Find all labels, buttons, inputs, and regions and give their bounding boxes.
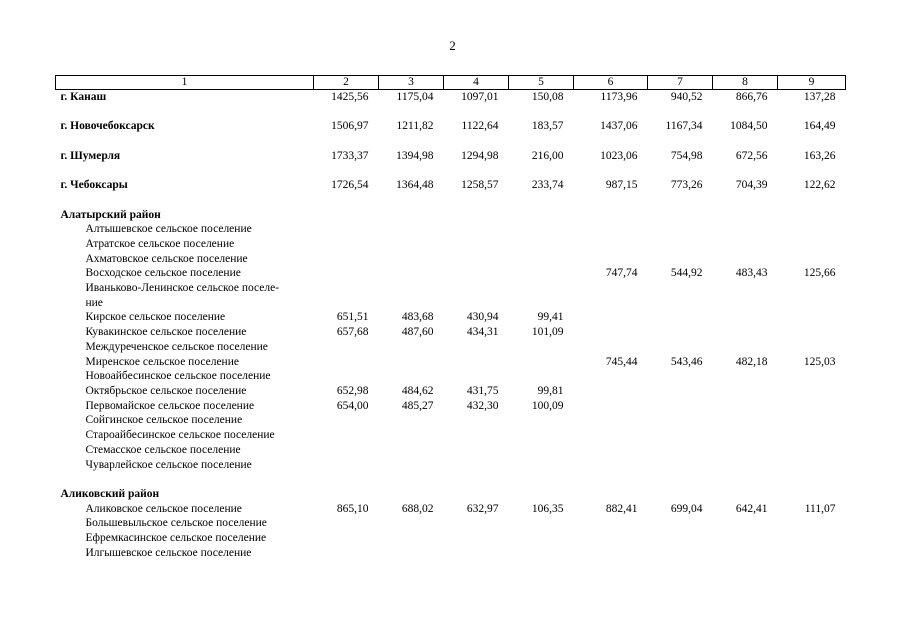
- table-body: [56, 90, 846, 561]
- value-cell-col-3: [379, 546, 444, 561]
- value-cell-col-6: [574, 281, 648, 296]
- value-cell-col-4: [444, 252, 509, 267]
- column-header-9: 9: [778, 76, 846, 90]
- value-cell-col-4: [444, 516, 509, 531]
- value-cell-col-4: [444, 487, 509, 502]
- row-name-cell: Алатырский район: [60, 208, 161, 221]
- value-cell-col-9: [778, 340, 846, 355]
- value-cell-col-9: [778, 546, 846, 561]
- value-cell-col-4: [444, 296, 509, 311]
- settlement-row: [56, 325, 846, 340]
- settlement-row: [56, 413, 846, 428]
- value-cell-col-9: [778, 458, 846, 473]
- settlement-row: [56, 310, 846, 325]
- settlement-row: [56, 340, 846, 355]
- value-cell-col-6: [574, 252, 648, 267]
- spacer-cell: [56, 193, 846, 208]
- city-row: [56, 178, 846, 193]
- value-cell-col-9: [778, 384, 846, 399]
- value-cell-col-4: 1097,01: [461, 91, 499, 103]
- settlement-row: [56, 281, 846, 296]
- value-cell-col-4: [444, 281, 509, 296]
- value-cell-col-3: 483,68: [401, 311, 434, 324]
- value-cell-col-7: 1167,34: [665, 120, 703, 133]
- value-cell-col-4: [444, 340, 509, 355]
- value-cell-col-3: 484,62: [401, 385, 434, 397]
- value-cell-col-9: 137,28: [803, 91, 836, 103]
- settlement-row: [56, 296, 846, 311]
- value-cell-col-2: [314, 266, 379, 281]
- value-cell-col-6: [574, 516, 648, 531]
- row-name-cell: Первомайское сельское поселение: [85, 399, 255, 412]
- value-cell-col-4: [444, 222, 509, 237]
- value-cell-col-3: [379, 281, 444, 296]
- value-cell-col-6: [574, 222, 648, 237]
- value-cell-col-3: [379, 487, 444, 502]
- value-cell-col-4: [444, 428, 509, 443]
- value-cell-col-7: [648, 281, 713, 296]
- row-name-cell: ние: [85, 296, 103, 309]
- value-cell-col-9: 125,66: [803, 267, 836, 280]
- value-cell-col-7: [648, 369, 713, 384]
- value-cell-col-3: [379, 237, 444, 252]
- settlement-row: [56, 531, 846, 546]
- value-cell-col-3: 688,02: [401, 502, 434, 515]
- value-cell-col-8: [713, 252, 778, 267]
- settlement-row: [56, 502, 846, 517]
- header-row: [56, 76, 846, 90]
- value-cell-col-8: 1084,50: [730, 120, 768, 133]
- spacer-row: [56, 193, 846, 208]
- value-cell-col-8: 704,39: [735, 179, 768, 192]
- value-cell-col-3: [379, 208, 444, 223]
- value-cell-col-6: [574, 443, 648, 458]
- value-cell-col-2: [314, 413, 379, 428]
- value-cell-col-4: 431,75: [466, 385, 499, 397]
- value-cell-col-8: [713, 428, 778, 443]
- value-cell-col-5: 150,08: [531, 91, 564, 103]
- value-cell-col-3: 1211,82: [396, 120, 434, 133]
- row-name-cell: Сойгинское сельское поселение: [85, 414, 243, 427]
- row-name-cell: Иваньково-Ленинское сельское поселе-: [85, 282, 280, 295]
- value-cell-col-2: 654,00: [336, 399, 369, 412]
- value-cell-col-2: 657,68: [336, 326, 369, 339]
- value-cell-col-3: [379, 516, 444, 531]
- row-name-cell: Алтышевское сельское поселение: [85, 223, 252, 236]
- value-cell-col-4: 432,30: [466, 399, 499, 412]
- value-cell-col-9: 122,62: [803, 179, 836, 192]
- value-cell-col-5: [509, 252, 574, 267]
- city-row: [56, 149, 846, 164]
- row-name-cell: Междуреченское сельское поселение: [85, 340, 268, 353]
- value-cell-col-9: [778, 296, 846, 311]
- value-cell-col-6: 1023,06: [600, 149, 638, 162]
- spacer-cell: [56, 163, 846, 178]
- value-cell-col-4: 1258,57: [461, 179, 499, 192]
- value-cell-col-8: [713, 325, 778, 340]
- value-cell-col-8: [713, 310, 778, 325]
- value-cell-col-5: [509, 413, 574, 428]
- row-name-cell: Староайбесинское сельское поселение: [85, 429, 275, 442]
- row-name-cell: Стемасское сельское поселение: [85, 443, 241, 456]
- value-cell-col-6: 745,44: [605, 355, 638, 368]
- spacer-cell: [56, 105, 846, 120]
- value-cell-col-7: [648, 546, 713, 561]
- value-cell-col-2: 1733,37: [331, 149, 369, 162]
- value-cell-col-7: 940,52: [670, 91, 703, 103]
- value-cell-col-6: [574, 531, 648, 546]
- value-cell-col-8: [713, 281, 778, 296]
- value-cell-col-9: [778, 531, 846, 546]
- value-cell-col-2: [314, 281, 379, 296]
- value-cell-col-7: [648, 296, 713, 311]
- value-cell-col-2: [314, 237, 379, 252]
- value-cell-col-7: [648, 208, 713, 223]
- city-row: [56, 119, 846, 134]
- value-cell-col-6: [574, 310, 648, 325]
- value-cell-col-2: [314, 296, 379, 311]
- value-cell-col-5: [509, 222, 574, 237]
- value-cell-col-9: [778, 399, 846, 414]
- value-cell-col-4: [444, 355, 509, 370]
- value-cell-col-4: 632,97: [466, 502, 499, 515]
- value-cell-col-3: [379, 252, 444, 267]
- value-cell-col-3: 1175,04: [396, 91, 434, 103]
- settlement-row: [56, 399, 846, 414]
- value-cell-col-5: [509, 237, 574, 252]
- value-cell-col-5: [509, 369, 574, 384]
- row-name-cell: Кувакинское сельское поселение: [85, 326, 247, 339]
- value-cell-col-9: [778, 516, 846, 531]
- value-cell-col-5: [509, 208, 574, 223]
- value-cell-col-9: [778, 281, 846, 296]
- value-cell-col-6: [574, 384, 648, 399]
- value-cell-col-6: [574, 487, 648, 502]
- row-name-cell: Атратское сельское поселение: [85, 237, 235, 250]
- value-cell-col-9: 164,49: [803, 120, 836, 133]
- value-cell-col-3: [379, 369, 444, 384]
- value-cell-col-5: [509, 296, 574, 311]
- value-cell-col-5: [509, 355, 574, 370]
- value-cell-col-9: 125,03: [803, 355, 836, 368]
- value-cell-col-9: [778, 310, 846, 325]
- value-cell-col-5: [509, 516, 574, 531]
- value-cell-col-4: [444, 443, 509, 458]
- row-name-cell: Илгышевское сельское поселение: [85, 546, 252, 559]
- value-cell-col-2: [314, 340, 379, 355]
- value-cell-col-9: [778, 443, 846, 458]
- value-cell-col-2: 651,51: [336, 311, 369, 324]
- value-cell-col-2: [314, 222, 379, 237]
- value-cell-col-3: [379, 531, 444, 546]
- row-name-cell: Миренское сельское поселение: [85, 355, 239, 368]
- value-cell-col-8: [713, 340, 778, 355]
- value-cell-col-7: [648, 443, 713, 458]
- value-cell-col-2: [314, 516, 379, 531]
- value-cell-col-3: [379, 458, 444, 473]
- column-header-8: 8: [713, 76, 778, 90]
- value-cell-col-7: 773,26: [670, 179, 703, 192]
- column-header-3: 3: [379, 76, 444, 90]
- value-cell-col-3: [379, 296, 444, 311]
- value-cell-col-8: [713, 208, 778, 223]
- value-cell-col-5: [509, 340, 574, 355]
- value-cell-col-8: [713, 531, 778, 546]
- value-cell-col-3: [379, 413, 444, 428]
- settlement-row: [56, 428, 846, 443]
- district-row: [56, 487, 846, 502]
- value-cell-col-8: [713, 384, 778, 399]
- value-cell-col-4: [444, 208, 509, 223]
- value-cell-col-2: [314, 546, 379, 561]
- value-cell-col-8: 642,41: [735, 502, 768, 515]
- value-cell-col-5: [509, 266, 574, 281]
- settlement-row: [56, 369, 846, 384]
- value-cell-col-9: [778, 325, 846, 340]
- row-name-cell: Кирское сельское поселение: [85, 311, 226, 324]
- value-cell-col-2: [314, 428, 379, 443]
- settlement-row: [56, 222, 846, 237]
- spacer-row: [56, 163, 846, 178]
- settlement-row: [56, 252, 846, 267]
- value-cell-col-8: [713, 443, 778, 458]
- settlement-row: [56, 266, 846, 281]
- value-cell-col-2: [314, 252, 379, 267]
- value-cell-col-7: [648, 237, 713, 252]
- district-row: [56, 208, 846, 223]
- value-cell-col-8: [713, 296, 778, 311]
- value-cell-col-4: [444, 546, 509, 561]
- settlement-row: [56, 546, 846, 561]
- value-cell-col-3: 487,60: [401, 326, 434, 339]
- value-cell-col-2: 865,10: [336, 502, 369, 515]
- value-cell-col-4: [444, 369, 509, 384]
- value-cell-col-4: [444, 266, 509, 281]
- value-cell-col-2: 1726,54: [331, 179, 369, 192]
- value-cell-col-2: [314, 443, 379, 458]
- value-cell-col-8: [713, 369, 778, 384]
- value-cell-col-2: [314, 355, 379, 370]
- value-cell-col-5: 99,41: [537, 311, 564, 324]
- value-cell-col-2: [314, 531, 379, 546]
- value-cell-col-7: [648, 413, 713, 428]
- row-name-cell: Восходское сельское поселение: [85, 267, 241, 280]
- value-cell-col-4: 1122,64: [461, 120, 499, 133]
- spacer-row: [56, 105, 846, 120]
- column-header-6: 6: [574, 76, 648, 90]
- spacer-cell: [56, 472, 846, 487]
- value-cell-col-8: [713, 237, 778, 252]
- value-cell-col-2: 1506,97: [331, 120, 369, 133]
- row-name-cell: Октябрьское сельское поселение: [85, 385, 247, 397]
- settlement-row: [56, 384, 846, 399]
- value-cell-col-7: [648, 487, 713, 502]
- value-cell-col-9: [778, 252, 846, 267]
- value-cell-col-2: [314, 369, 379, 384]
- settlement-row: [56, 458, 846, 473]
- column-header-2: 2: [314, 76, 379, 90]
- page-number: 2: [449, 38, 456, 53]
- value-cell-col-5: [509, 443, 574, 458]
- value-cell-col-8: 482,18: [735, 355, 768, 368]
- value-cell-col-3: 1394,98: [396, 149, 434, 162]
- settlement-row: [56, 443, 846, 458]
- value-cell-col-3: [379, 266, 444, 281]
- column-header-5: 5: [509, 76, 574, 90]
- settlement-row: [56, 516, 846, 531]
- value-cell-col-4: 1294,98: [461, 149, 499, 162]
- value-cell-col-3: 485,27: [401, 399, 434, 412]
- value-cell-col-3: [379, 222, 444, 237]
- value-cell-col-4: [444, 531, 509, 546]
- value-cell-col-2: 1425,56: [331, 91, 369, 103]
- row-name-cell: Ефремкасинское сельское поселение: [85, 532, 267, 545]
- row-name-cell: Большевыльское сельское поселение: [85, 517, 267, 530]
- value-cell-col-9: [778, 487, 846, 502]
- value-cell-col-8: 672,56: [735, 149, 768, 162]
- value-cell-col-2: [314, 208, 379, 223]
- settlement-row: [56, 355, 846, 370]
- value-cell-col-3: [379, 340, 444, 355]
- row-name-cell: г. Чебоксары: [60, 179, 128, 192]
- value-cell-col-5: [509, 546, 574, 561]
- value-cell-col-7: [648, 384, 713, 399]
- value-cell-col-9: [778, 222, 846, 237]
- value-cell-col-6: [574, 208, 648, 223]
- value-cell-col-9: 111,07: [804, 502, 836, 515]
- value-cell-col-7: [648, 399, 713, 414]
- value-cell-col-3: [379, 355, 444, 370]
- column-header-7: 7: [648, 76, 713, 90]
- value-cell-col-5: 106,35: [531, 502, 564, 515]
- value-cell-col-5: 99,81: [537, 385, 564, 397]
- value-cell-col-6: [574, 237, 648, 252]
- row-name-cell: Аликовское сельское поселение: [85, 502, 242, 515]
- tariff-table: [55, 75, 846, 560]
- row-name-cell: г. Шумерля: [60, 149, 121, 162]
- value-cell-col-7: 754,98: [670, 149, 703, 162]
- value-cell-col-6: [574, 369, 648, 384]
- value-cell-col-9: [778, 369, 846, 384]
- value-cell-col-9: 163,26: [803, 149, 836, 162]
- row-name-cell: г. Новочебоксарск: [60, 120, 155, 133]
- row-name-cell: Чуварлейское сельское поселение: [85, 458, 252, 471]
- row-name-cell: Аликовский район: [60, 487, 160, 500]
- value-cell-col-3: [379, 443, 444, 458]
- column-header-1: 1: [56, 76, 314, 90]
- value-cell-col-4: [444, 413, 509, 428]
- value-cell-col-7: [648, 222, 713, 237]
- value-cell-col-9: [778, 413, 846, 428]
- value-cell-col-8: [713, 546, 778, 561]
- value-cell-col-5: 183,57: [531, 120, 564, 133]
- value-cell-col-5: [509, 428, 574, 443]
- value-cell-col-6: [574, 296, 648, 311]
- value-cell-col-6: [574, 325, 648, 340]
- value-cell-col-6: [574, 413, 648, 428]
- value-cell-col-5: [509, 458, 574, 473]
- value-cell-col-6: [574, 340, 648, 355]
- value-cell-col-7: [648, 340, 713, 355]
- value-cell-col-7: [648, 516, 713, 531]
- value-cell-col-6: 1437,06: [600, 120, 638, 133]
- spacer-cell: [56, 134, 846, 149]
- value-cell-col-4: [444, 458, 509, 473]
- value-cell-col-7: [648, 428, 713, 443]
- column-header-4: 4: [444, 76, 509, 90]
- value-cell-col-6: [574, 458, 648, 473]
- spacer-row: [56, 472, 846, 487]
- city-row: [56, 90, 846, 105]
- value-cell-col-8: [713, 222, 778, 237]
- value-cell-col-9: [778, 208, 846, 223]
- value-cell-col-5: 100,09: [531, 399, 564, 412]
- table-header: [56, 76, 846, 90]
- value-cell-col-4: 434,31: [466, 326, 499, 339]
- value-cell-col-4: 430,94: [466, 311, 499, 324]
- value-cell-col-6: [574, 546, 648, 561]
- value-cell-col-6: [574, 399, 648, 414]
- value-cell-col-7: [648, 458, 713, 473]
- value-cell-col-7: [648, 252, 713, 267]
- value-cell-col-5: 101,09: [531, 326, 564, 339]
- value-cell-col-5: [509, 531, 574, 546]
- value-cell-col-2: [314, 458, 379, 473]
- row-name-cell: Ахматовское сельское поселение: [85, 252, 248, 265]
- value-cell-col-6: [574, 428, 648, 443]
- value-cell-col-3: 1364,48: [396, 179, 434, 192]
- value-cell-col-9: [778, 237, 846, 252]
- value-cell-col-6: 747,74: [605, 267, 638, 280]
- row-name-cell: г. Канаш: [60, 91, 107, 103]
- value-cell-col-8: [713, 487, 778, 502]
- value-cell-col-8: 483,43: [735, 267, 768, 280]
- value-cell-col-7: 699,04: [670, 502, 703, 515]
- value-cell-col-8: [713, 399, 778, 414]
- value-cell-col-7: 543,46: [670, 355, 703, 368]
- value-cell-col-8: 866,76: [735, 91, 768, 103]
- value-cell-col-8: [713, 516, 778, 531]
- value-cell-col-7: [648, 310, 713, 325]
- value-cell-col-3: [379, 428, 444, 443]
- value-cell-col-7: [648, 531, 713, 546]
- value-cell-col-8: [713, 458, 778, 473]
- value-cell-col-7: 544,92: [670, 267, 703, 280]
- value-cell-col-5: 233,74: [531, 179, 564, 192]
- value-cell-col-5: [509, 281, 574, 296]
- settlement-row: [56, 237, 846, 252]
- row-name-cell: Новоайбесинское сельское поселение: [85, 370, 271, 383]
- value-cell-col-8: [713, 413, 778, 428]
- value-cell-col-6: 1173,96: [600, 91, 638, 103]
- value-cell-col-6: 882,41: [605, 502, 638, 515]
- value-cell-col-2: 652,98: [336, 385, 369, 397]
- value-cell-col-4: [444, 237, 509, 252]
- value-cell-col-2: [314, 487, 379, 502]
- value-cell-col-5: [509, 487, 574, 502]
- value-cell-col-6: 987,15: [605, 179, 638, 192]
- spacer-row: [56, 134, 846, 149]
- value-cell-col-9: [778, 428, 846, 443]
- value-cell-col-7: [648, 325, 713, 340]
- value-cell-col-5: 216,00: [531, 149, 564, 162]
